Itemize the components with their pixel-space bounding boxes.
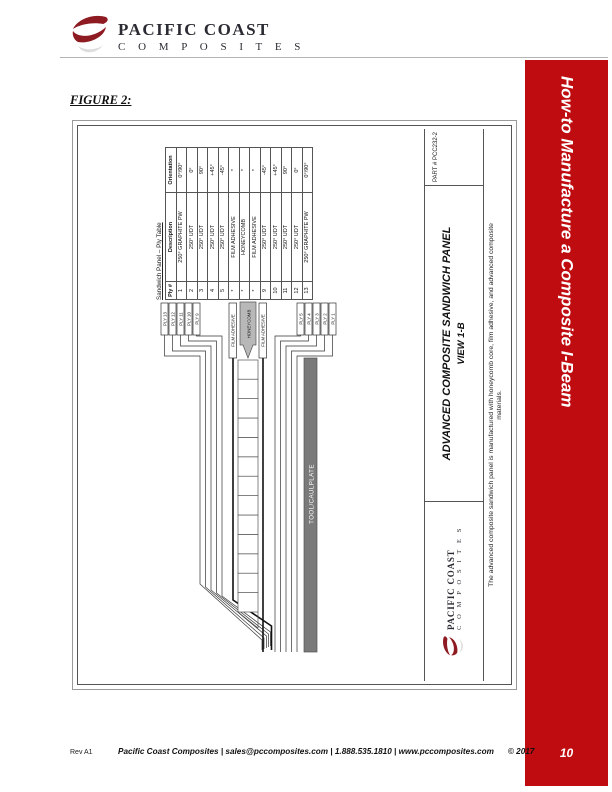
callout-ply-5: PLY 5 [298,313,304,325]
cell-desc: HONEYCOMB [239,193,250,282]
cell-ply: * [250,282,261,300]
callout-ply-1: PLY 1 [330,313,336,325]
table-row [229,148,240,300]
ply-callouts-top [161,303,200,335]
description-line2: materials. [496,390,503,420]
table-row [218,148,229,300]
cell-desc: 250° UDT [281,193,292,282]
cell-orient: +45° [208,148,219,193]
tool-caul-plate [304,358,317,652]
ply-table-header-row [166,148,177,300]
table-row [250,148,261,300]
swoosh-icon [442,635,466,657]
cell-orient: * [250,148,261,193]
ply-table [156,148,313,300]
cell-ply: 3 [197,282,208,300]
cell-ply: * [229,282,240,300]
cell-orient: -45° [260,148,271,193]
tool-caul-plate-label: TOOL/CAULPLATE [308,464,316,524]
cell-ply: 11 [281,282,292,300]
drawing-description [483,129,509,681]
table-row [176,148,187,300]
cell-ply: 2 [187,282,198,300]
callout-ply-3: PLY 3 [314,313,320,325]
cell-orient: * [229,148,240,193]
cell-orient: 0°/90° [176,148,187,193]
cell-ply: 10 [271,282,282,300]
cell-ply: 9 [260,282,271,300]
brand-line1: PACIFIC COAST [445,549,456,631]
part-number: PART # PCC232-2 [425,129,483,186]
callout-ply-13: PLY 13 [162,312,168,326]
col-header-orientation: Orientation [166,148,177,193]
description-line1: The advanced composite sandwich panel is manufactured with honeycomb core, film adhesive, and advanced composite [488,223,495,587]
swoosh-icon [70,14,110,58]
table-row [187,148,198,300]
footer-copyright: © 2017 [507,747,535,756]
table-row [281,148,292,300]
cell-desc: FILM ADHESIVE [250,193,261,282]
cell-ply: * [239,282,250,300]
callout-honeycomb: HONEYCOMB [246,309,252,339]
cell-desc: 250° UDT [197,193,208,282]
col-header-ply: Ply # [166,282,177,300]
callout-ply-2: PLY 2 [322,313,328,325]
cell-orient: 0°/90° [302,148,313,193]
callout-film-adhesive-top: FILM ADHESIVE [230,314,236,347]
banner-title: How-to Manufacture a Composite I-Beam [557,76,577,408]
brand-line2: C O M P O S I T E S [118,41,306,53]
table-row [260,148,271,300]
technical-drawing [72,120,517,690]
cell-ply: 1 [176,282,187,300]
callout-film-adhesive-bottom: FILM ADHESIVE [260,314,266,347]
cell-desc: 250° GRAPHITE PW [302,193,313,282]
ply-callouts-bottom [297,303,336,335]
callout-ply-10: PLY 10 [186,312,192,326]
cell-ply: 4 [208,282,219,300]
cell-desc: 250° UDT [187,193,198,282]
honeycomb-arrow [240,302,256,358]
brand-line2: C O M P O S I T E S [455,526,463,631]
cell-desc: FILM ADHESIVE [229,193,240,282]
footer-contact: Pacific Coast Composites | sales@pccomposites.com | 1.888.535.1810 | www.pccomposites.com [118,747,494,756]
callout-ply-4: PLY 4 [306,313,312,325]
revision-label: Rev A1 [70,749,93,756]
cell-desc: 250° GRAPHITE PW [176,193,187,282]
cell-desc: 250° UDT [260,193,271,282]
cell-desc: 250° UDT [271,193,282,282]
table-row [292,148,303,300]
cell-desc: 250° UDT [208,193,219,282]
page-number: 10 [559,746,574,760]
callout-ply-11: PLY 11 [178,312,184,326]
col-header-description: Description [166,193,177,282]
cell-orient: * [239,148,250,193]
callout-ply-9: PLY 9 [194,313,200,325]
brand-logo [70,14,305,58]
cell-ply: 5 [218,282,229,300]
cell-orient: 0° [292,148,303,193]
cell-orient: 0° [187,148,198,193]
table-row [302,148,313,300]
cell-desc: 250° UDT [292,193,303,282]
brand-line1: PACIFIC COAST [118,20,270,39]
header-rule [60,57,608,58]
callout-ply-12: PLY 12 [170,312,176,326]
cell-ply: 12 [292,282,303,300]
ply-table-title: Sandwich Panel – Ply Table [156,222,163,300]
footer-info [118,747,534,756]
drawing-view-label: VIEW 1-B [456,322,467,365]
cell-orient: +45° [271,148,282,193]
cell-orient: 90° [281,148,292,193]
red-banner [525,60,608,786]
cell-orient: 90° [197,148,208,193]
figure-label: FIGURE 2: [70,93,132,107]
table-row [271,148,282,300]
cell-orient: -45° [218,148,229,193]
table-row [197,148,208,300]
table-row [239,148,250,300]
honeycomb-core [238,360,258,628]
brand-text [118,20,305,53]
title-block-logo [425,501,483,681]
cell-desc: 250° UDT [218,193,229,282]
table-row [208,148,219,300]
drawing-title: ADVANCED COMPOSITE SANDWICH PANEL [441,226,453,461]
title-block [424,129,508,681]
cell-ply: 13 [302,282,313,300]
